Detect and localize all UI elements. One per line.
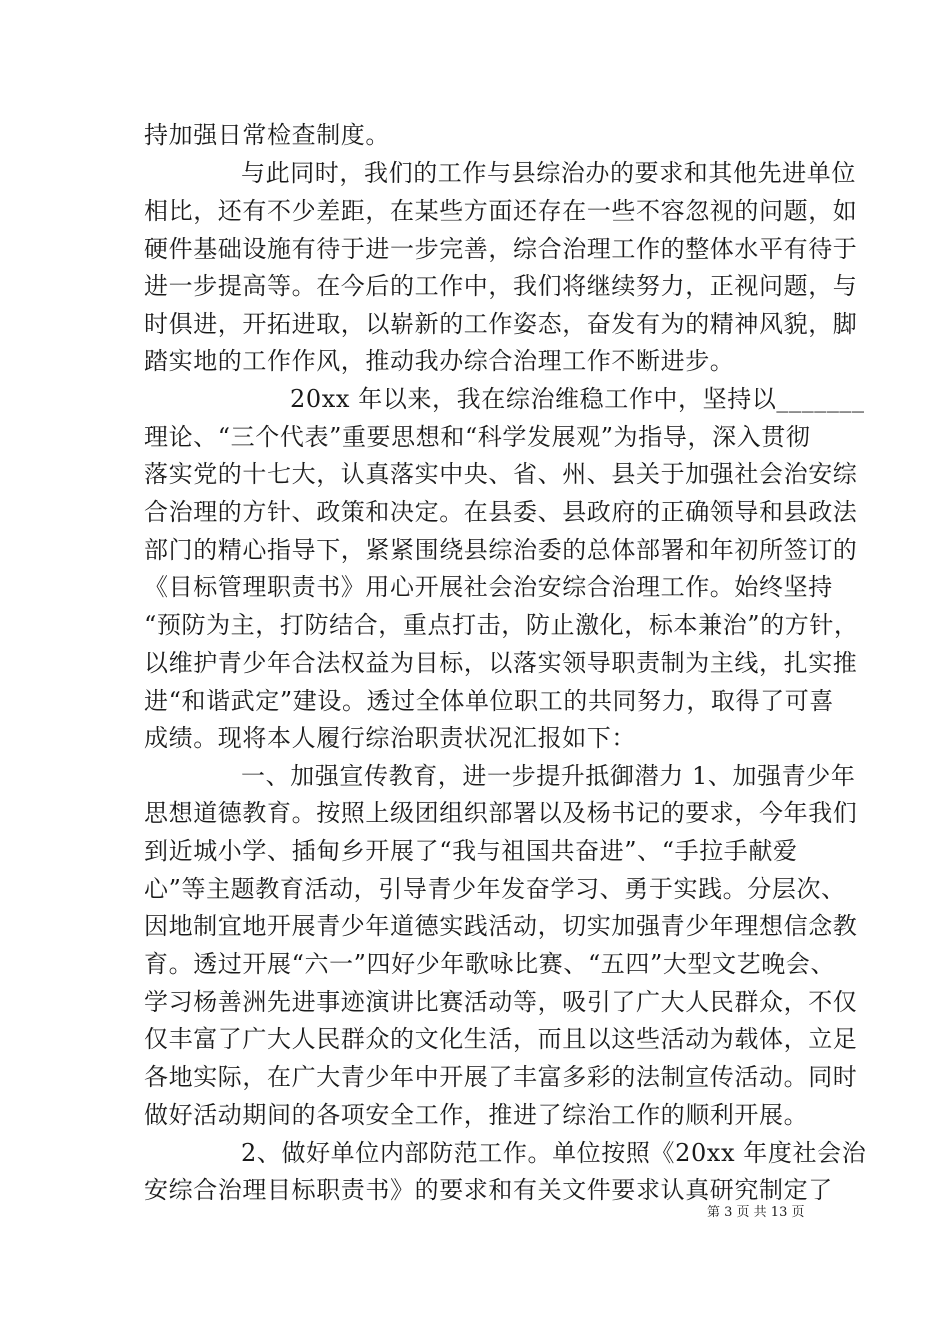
text-line: 时俱进，开拓进取，以崭新的工作姿态，奋发有为的精神风貌，脚 xyxy=(144,310,858,338)
text-line: 心”等主题教育活动，引导青少年发奋学习、勇于实践。分层次、 xyxy=(144,875,846,903)
text-line: 部门的精心指导下，紧紧围绕县综治委的总体部署和年初所签订的 xyxy=(144,536,858,564)
page-number: 第 3 页 共 13 页 xyxy=(707,1205,805,1220)
text-line: 《目标管理职责书》用心开展社会治安综合治理工作。始终坚持 xyxy=(144,573,833,601)
text-line: 成绩。现将本人履行综治职责状况汇报如下： xyxy=(144,724,636,752)
text-line: 持加强日常检查制度。 xyxy=(144,121,390,149)
text-line: 安综合治理目标职责书》的要求和有关文件要求认真研究制定了 xyxy=(144,1176,833,1204)
text-line: “预防为主，打防结合，重点打击，防止激化，标本兼治”的方针， xyxy=(144,611,859,639)
text-line: 20xx 年以来，我在综治维稳工作中，坚持以_______ xyxy=(290,385,865,413)
text-line: 以维护青少年合法权益为目标，以落实领导职责制为主线，扎实推 xyxy=(144,649,858,677)
text-line: 相比，还有不少差距，在某些方面还存在一些不容忽视的问题，如 xyxy=(144,197,858,225)
text-line: 育。透过开展“六一”四好少年歌咏比赛、“五四”大型文艺晚会、 xyxy=(144,950,836,978)
text-line: 进“和谐武定”建设。透过全体单位职工的共同努力，取得了可喜 xyxy=(144,687,834,715)
text-line: 合治理的方针、政策和决定。在县委、县政府的正确领导和县政法 xyxy=(144,498,858,526)
text-line: 因地制宜地开展青少年道德实践活动，切实加强青少年理想信念教 xyxy=(144,912,858,940)
text-line: 踏实地的工作作风，推动我办综合治理工作不断进步。 xyxy=(144,347,735,375)
text-line: 理论、“三个代表”重要思想和“科学发展观”为指导，深入贯彻 xyxy=(144,423,811,451)
text-line: 落实党的十七大，认真落实中央、省、州、县关于加强社会治安综 xyxy=(144,460,858,488)
text-line: 到近城小学、插甸乡开展了“我与祖国共奋进”、“手拉手献爱 xyxy=(144,837,798,865)
text-line: 仅丰富了广大人民群众的文化生活，而且以这些活动为载体，立足 xyxy=(144,1025,858,1053)
text-line: 与此同时，我们的工作与县综治办的要求和其他先进单位 xyxy=(241,159,856,187)
text-line: 进一步提高等。在今后的工作中，我们将继续努力，正视问题，与 xyxy=(144,272,858,300)
text-line: 2、做好单位内部防范工作。单位按照《20xx 年度社会治 xyxy=(241,1139,867,1167)
text-line: 做好活动期间的各项安全工作，推进了综治工作的顺利开展。 xyxy=(144,1101,809,1129)
text-line: 思想道德教育。按照上级团组织部署以及杨书记的要求，今年我们 xyxy=(144,799,858,827)
text-line: 各地实际，在广大青少年中开展了丰富多彩的法制宣传活动。同时 xyxy=(144,1063,858,1091)
text-line: 硬件基础设施有待于进一步完善，综合治理工作的整体水平有待于 xyxy=(144,235,858,263)
text-line: 一、加强宣传教育，进一步提升抵御潜力 1、加强青少年 xyxy=(241,762,856,790)
text-line: 学习杨善洲先进事迹演讲比赛活动等，吸引了广大人民群众，不仅 xyxy=(144,988,858,1016)
